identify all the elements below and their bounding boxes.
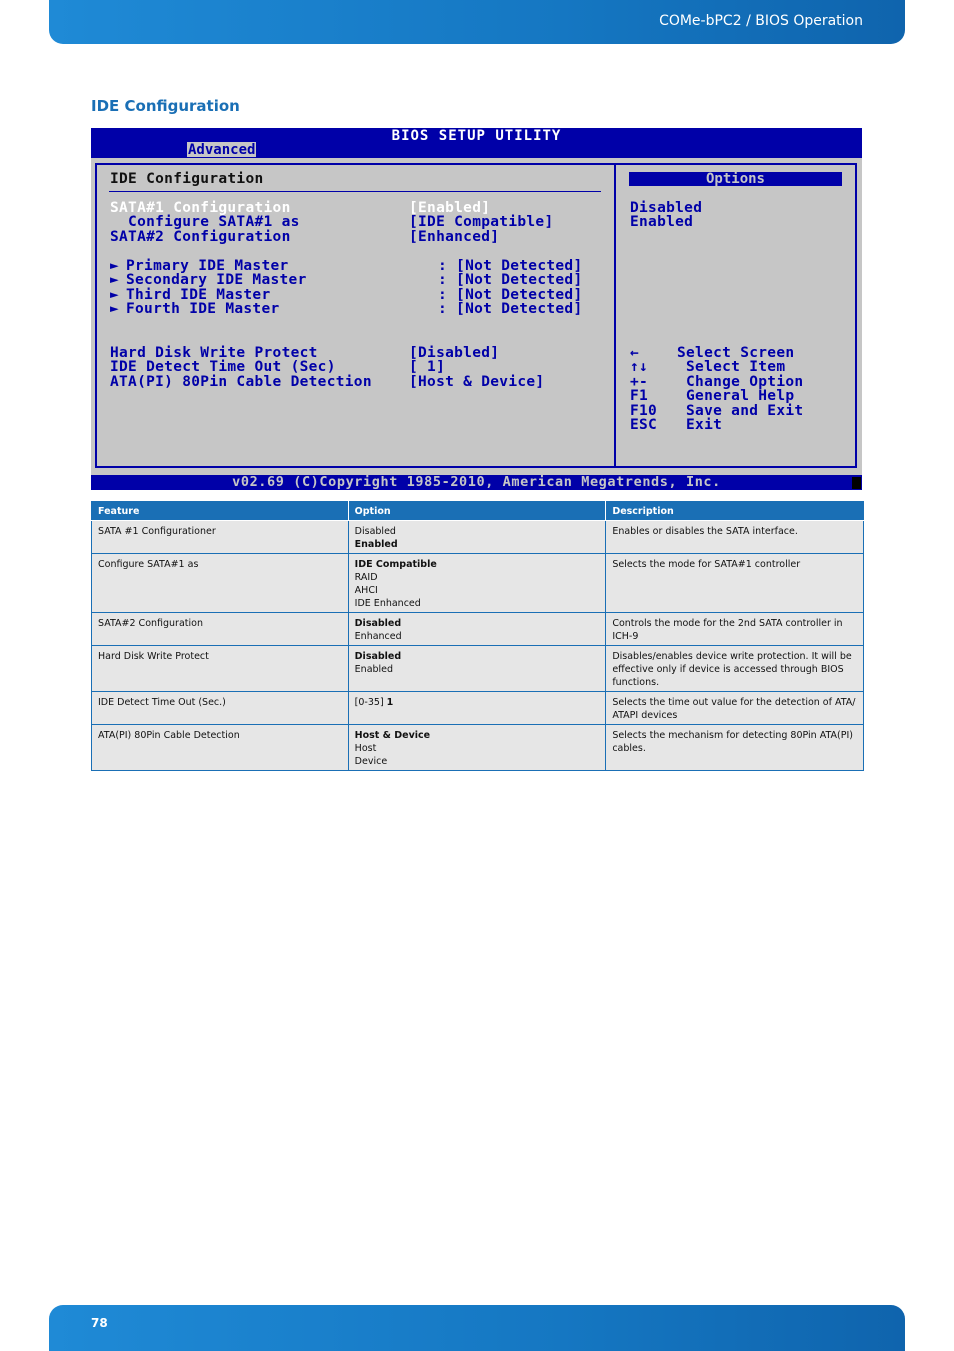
bios-row-label[interactable]: Configure SATA#1 as xyxy=(110,214,300,230)
bios-row-value[interactable]: [ 1] xyxy=(409,359,446,375)
bios-row-label[interactable]: ATA(PI) 80Pin Cable Detection xyxy=(110,374,372,390)
feature-cell: Configure SATA#1 as xyxy=(92,554,349,613)
bios-row-value[interactable]: [Host & Device] xyxy=(409,374,545,390)
bios-row-value[interactable]: [Enhanced] xyxy=(409,229,500,245)
bios-row-label[interactable]: SATA#2 Configuration xyxy=(110,229,291,245)
bios-submenu-item[interactable] xyxy=(110,273,307,288)
help-key: ← xyxy=(630,345,640,361)
bios-submenu-value: : [Not Detected] xyxy=(438,272,583,288)
footer-bar xyxy=(49,1305,905,1351)
bios-copyright: v02.69 (C)Copyright 1985-2010, American Megatrends, Inc. xyxy=(232,474,721,490)
submenu-arrow-icon: ► xyxy=(110,272,120,288)
description-cell: Selects the time out value for the detection of ATA/ ATAPI devices xyxy=(606,692,864,725)
bios-tab-advanced[interactable]: Advanced xyxy=(188,142,256,158)
option-value: IDE Compatible xyxy=(354,559,437,570)
column-header-option: Option xyxy=(348,502,606,521)
option-value: Disabled xyxy=(354,526,396,537)
column-header-description: Description xyxy=(606,502,864,521)
page-number: 78 xyxy=(91,1316,108,1330)
feature-cell: SATA#2 Configuration xyxy=(92,613,349,646)
submenu-arrow-icon: ► xyxy=(110,301,120,317)
bios-bottom-bar xyxy=(91,475,862,490)
option-value: [0-35] xyxy=(354,697,387,708)
option-cell xyxy=(348,725,606,771)
option-value: Host & Device xyxy=(354,730,431,741)
bios-top-bar xyxy=(91,128,862,158)
bios-option-item[interactable]: Disabled xyxy=(630,200,703,216)
document-title: COMe-bPC2 / BIOS Operation xyxy=(659,13,863,29)
table-header-row xyxy=(92,502,864,521)
help-text: Select Item xyxy=(677,359,786,375)
help-text: General Help xyxy=(677,388,795,404)
option-value: Enabled xyxy=(354,664,394,675)
bios-panel-title: IDE Configuration xyxy=(110,171,264,187)
column-header-feature: Feature xyxy=(92,502,349,521)
bios-row-label[interactable]: IDE Detect Time Out (Sec) xyxy=(110,359,336,375)
bios-title: BIOS SETUP UTILITY xyxy=(391,128,562,144)
help-text: Select Screen xyxy=(677,345,795,361)
option-value: RAID xyxy=(354,572,378,583)
submenu-arrow-icon: ► xyxy=(110,287,120,303)
option-cell xyxy=(348,521,606,554)
option-value: AHCI xyxy=(354,585,378,596)
table-row xyxy=(92,613,864,646)
feature-cell: Hard Disk Write Protect xyxy=(92,646,349,692)
bios-submenu-label: Third IDE Master xyxy=(126,287,271,303)
bios-submenu-label: Secondary IDE Master xyxy=(126,272,307,288)
table-row xyxy=(92,725,864,771)
section-title: IDE Configuration xyxy=(91,97,240,115)
help-text: Save and Exit xyxy=(677,403,804,419)
feature-cell: IDE Detect Time Out (Sec.) xyxy=(92,692,349,725)
option-value: 1 xyxy=(386,697,394,708)
option-value: Disabled xyxy=(354,651,402,662)
bios-divider xyxy=(614,163,616,468)
option-value: Enhanced xyxy=(354,631,402,642)
option-cell xyxy=(348,554,606,613)
bios-submenu-value: : [Not Detected] xyxy=(438,301,583,317)
help-text: Exit xyxy=(677,417,723,433)
feature-table xyxy=(91,501,864,771)
table-body xyxy=(92,521,864,771)
description-cell: Selects the mode for SATA#1 controller xyxy=(606,554,864,613)
table-row xyxy=(92,521,864,554)
bios-row-label[interactable]: Hard Disk Write Protect xyxy=(110,345,318,361)
table-row xyxy=(92,692,864,725)
feature-cell: SATA #1 Configurationer xyxy=(92,521,349,554)
option-cell xyxy=(348,692,606,725)
help-key: F10 xyxy=(630,403,658,419)
bios-screenshot xyxy=(91,128,862,490)
option-cell xyxy=(348,646,606,692)
description-cell: Enables or disables the SATA interface. xyxy=(606,521,864,554)
help-key: ↑↓ xyxy=(630,359,649,375)
description-cell: Disables/enables device write protection. It will be effective only if device is accessed through BIOS functions. xyxy=(606,646,864,692)
bios-submenu-item[interactable] xyxy=(110,302,280,317)
option-value: Host xyxy=(354,743,377,754)
table-row xyxy=(92,554,864,613)
submenu-arrow-icon: ► xyxy=(110,258,120,274)
bios-row-value[interactable]: [Enabled] xyxy=(409,200,491,216)
bios-row-value[interactable]: [Disabled] xyxy=(409,345,500,361)
option-value: Device xyxy=(354,756,388,767)
bios-title-rule xyxy=(109,191,601,192)
description-cell: Selects the mechanism for detecting 80Pin ATA(PI) cables. xyxy=(606,725,864,771)
help-text: Change Option xyxy=(677,374,804,390)
description-cell: Controls the mode for the 2nd SATA controller in ICH-9 xyxy=(606,613,864,646)
header-bar xyxy=(49,0,905,44)
feature-cell: ATA(PI) 80Pin Cable Detection xyxy=(92,725,349,771)
help-key: ESC xyxy=(630,417,658,433)
bios-submenu-value: : [Not Detected] xyxy=(438,258,583,274)
option-value: Disabled xyxy=(354,618,402,629)
option-value: IDE Enhanced xyxy=(354,598,421,609)
bios-row-label[interactable]: SATA#1 Configuration xyxy=(110,200,291,216)
bios-option-item[interactable]: Enabled xyxy=(630,214,694,230)
bios-submenu-value: : [Not Detected] xyxy=(438,287,583,303)
bios-submenu-label: Fourth IDE Master xyxy=(126,301,280,317)
bios-row-value[interactable]: [IDE Compatible] xyxy=(409,214,554,230)
help-key: F1 xyxy=(630,388,649,404)
table-row xyxy=(92,646,864,692)
bios-submenu-label: Primary IDE Master xyxy=(126,258,289,274)
help-key: +- xyxy=(630,374,649,390)
cursor-block xyxy=(852,477,861,489)
bios-options-header: Options xyxy=(629,172,842,186)
option-value: Enabled xyxy=(354,539,398,550)
option-cell xyxy=(348,613,606,646)
